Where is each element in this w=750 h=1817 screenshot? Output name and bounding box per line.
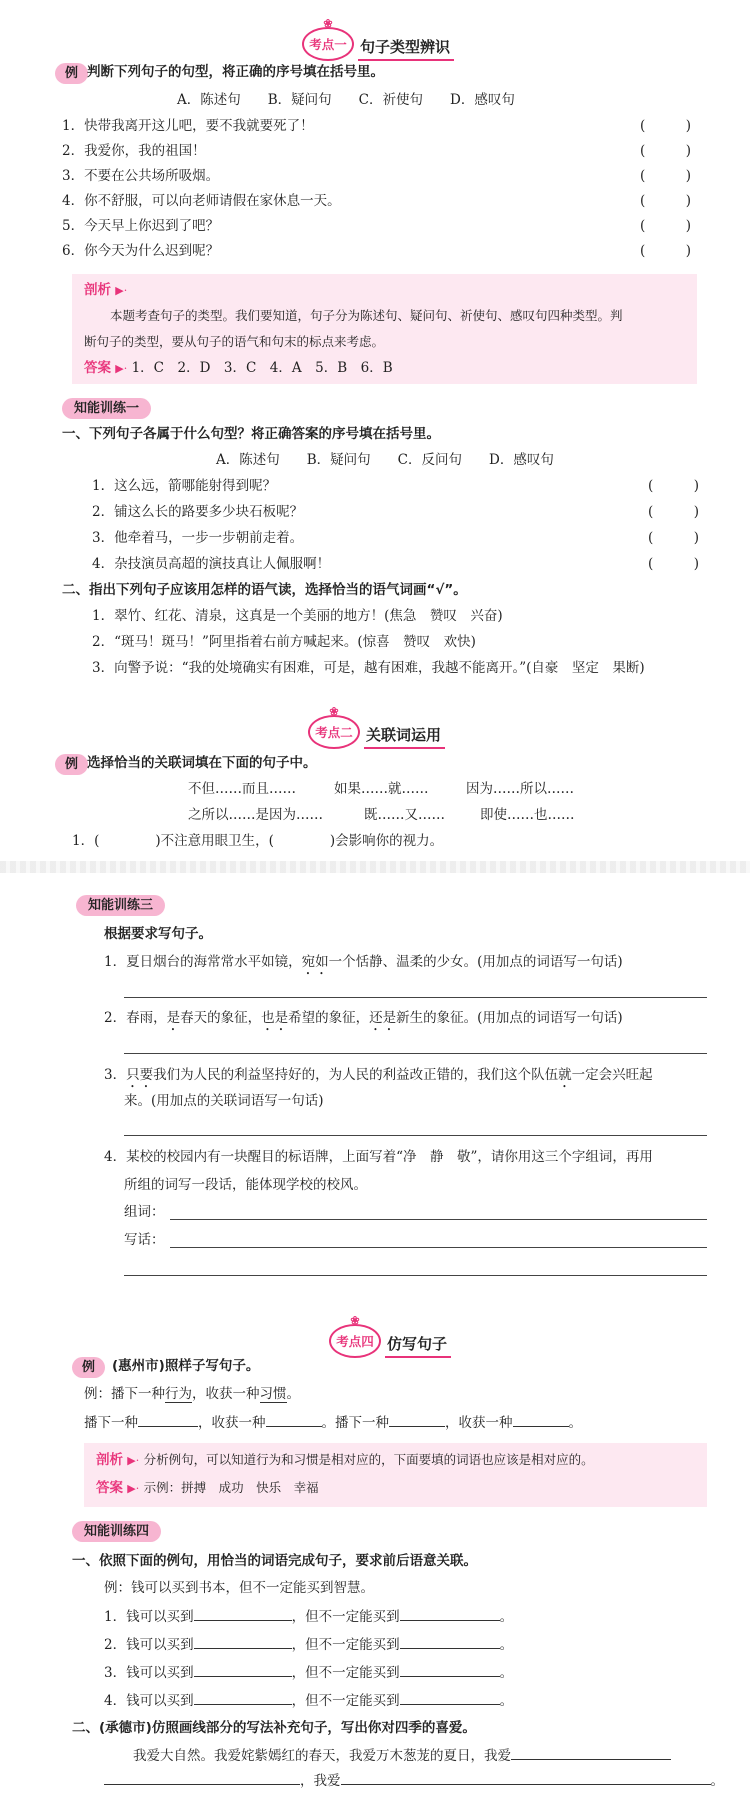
answer-paren[interactable]: ( ) [648, 504, 700, 520]
flower-icon: ❀ [329, 705, 339, 718]
fill-sentence: 3．钱可以买到 ，但不一定能买到 。 [104, 1662, 513, 1683]
training-tag: 知能训练一 [62, 398, 151, 419]
arrow-icon: ▶· [127, 1454, 140, 1467]
question-intro: 根据要求写句子。 [104, 926, 212, 942]
section-title: 仿写句子 [385, 1333, 451, 1358]
fill-sentence: ，我爱 。 [104, 1770, 724, 1791]
writing-prompt: 3．只要我们为人民的利益坚持好的，为人民的利益改正错的，我们这个队伍就一定会兴旺起 [104, 1067, 653, 1083]
flower-icon: ❀ [323, 17, 333, 30]
question-item: 1．这么远，箭哪能射得到呢？ [92, 478, 277, 494]
arrow-icon: ▶· [127, 1482, 140, 1495]
question-title: 二、指出下列句子应该用怎样的语气读，选择恰当的语气词画“√”。 [62, 582, 467, 598]
fill-sentence: 我爱大自然。我爱姹紫嫣红的春天，我爱万木葱茏的夏日，我爱 [133, 1745, 671, 1766]
answer-paren[interactable]: ( ) [640, 193, 692, 209]
conjunction-option: 之所以……是因为…… [188, 807, 323, 823]
writing-prompt: 2．春雨，是春天的象征，也是希望的象征，还是新生的象征。(用加点的词语写一句话) [104, 1010, 623, 1026]
answer-label: 答案 [84, 360, 111, 376]
question-title: 一、依照下面的例句，用恰当的词语完成句子，要求前后语意关联。 [72, 1553, 477, 1569]
arrow-icon: ▶· [115, 362, 128, 375]
example-tag: 例 [55, 63, 88, 84]
xiehua-label: 写话： [124, 1232, 165, 1248]
fill-sentence: 1．( )不注意用眼卫生，( )会影响你的视力。 [72, 833, 444, 849]
question-item: 2．“斑马！斑马！”阿里指着右前方喊起来。(惊喜 赞叹 欢快) [92, 634, 476, 650]
question-item: 1．快带我离开这儿吧，要不我就要死了！ [62, 118, 314, 134]
fill-sentence: 1．钱可以买到 ，但不一定能买到 。 [104, 1606, 513, 1627]
answer-paren[interactable]: ( ) [648, 556, 700, 572]
analysis-text: 断句子的类型，要从句子的语气和句末的标点来考虑。 [84, 334, 385, 349]
section-header-4 [329, 1314, 451, 1358]
flower-icon: ❀ [350, 1314, 360, 1327]
writing-prompt: 4．某校的校园内有一块醒目的标语牌，上面写着“净 静 敬”，请你用这三个字组词，再用 [104, 1149, 653, 1165]
example-tag: 例 [55, 754, 88, 775]
example-tag: 例 [72, 1357, 105, 1378]
training-tag: 知能训练三 [76, 895, 165, 916]
answer-paren[interactable]: ( ) [640, 118, 692, 134]
section-badge: ❀ 考点一 [302, 27, 354, 61]
section-title: 关联词运用 [364, 724, 445, 749]
answer-line[interactable] [124, 997, 707, 998]
answer-paren[interactable]: ( ) [640, 218, 692, 234]
section-header-1 [302, 17, 454, 61]
options-line: A．陈述句 B．疑问句 C．祈使句 D．感叹句 [177, 92, 515, 108]
example-instruction: 选择恰当的关联词填在下面的句子中。 [87, 755, 317, 771]
zuci-label: 组词： [124, 1204, 165, 1220]
answer-paren[interactable]: ( ) [640, 143, 692, 159]
analysis-box [72, 274, 697, 384]
question-item: 1．翠竹、红花、清泉，这真是一个美丽的地方！(焦急 赞叹 兴奋) [92, 608, 503, 624]
answer-line[interactable] [170, 1247, 707, 1248]
analysis-label: 剖析 [96, 1452, 123, 1468]
page-break [0, 861, 750, 873]
section-header-2 [308, 705, 445, 749]
answer-paren[interactable]: ( ) [640, 243, 692, 259]
writing-prompt: 1．夏日烟台的海常常水平如镜，宛如一个恬静、温柔的少女。(用加点的词语写一句话) [104, 954, 623, 970]
section-badge: ❀ 考点二 [308, 715, 360, 749]
fill-sentence: 4．钱可以买到 ，但不一定能买到 。 [104, 1690, 513, 1711]
analysis-box [84, 1443, 707, 1507]
question-item: 3．不要在公共场所吸烟。 [62, 168, 220, 184]
example-instruction: 判断下列句子的句型，将正确的序号填在括号里。 [87, 64, 384, 80]
answer-line[interactable] [124, 1275, 707, 1276]
task-sentence: 播下一种 ，收获一种 。播下一种 ，收获一种 。 [84, 1412, 582, 1433]
question-item: 2．我爱你，我的祖国！ [62, 143, 206, 159]
question-item: 5．今天早上你迟到了吧？ [62, 218, 220, 234]
section-title: 句子类型辨识 [358, 36, 454, 61]
writing-prompt: 来。(用加点的关联词语写一句话) [124, 1093, 324, 1109]
question-title: 一、下列句子各属于什么句型？将正确答案的序号填在括号里。 [62, 426, 440, 442]
answer-label: 答案 [96, 1480, 123, 1496]
options-line: A．陈述句 B．疑问句 C．反问句 D．感叹句 [216, 452, 554, 468]
writing-prompt: 所组的词写一段话，能体现学校的校风。 [124, 1177, 367, 1193]
answer-paren[interactable]: ( ) [640, 168, 692, 184]
conjunction-option: 不但……而且…… [188, 781, 296, 797]
fill-sentence: 2．钱可以买到 ，但不一定能买到 。 [104, 1634, 513, 1655]
question-item: 3．向警予说：“我的处境确实有困难，可是，越有困难，我越不能离开。”(自豪 坚定 果断) [92, 660, 645, 676]
section-badge: ❀ 考点四 [329, 1324, 381, 1358]
conjunction-option: 如果……就…… [334, 781, 429, 797]
example-instruction: (惠州市)照样子写句子。 [112, 1358, 260, 1374]
conjunction-option: 即使……也…… [480, 807, 575, 823]
question-item: 6．你今天为什么迟到呢？ [62, 243, 220, 259]
question-item: 2．铺这么长的路要多少块石板呢？ [92, 504, 304, 520]
answer-paren[interactable]: ( ) [648, 478, 700, 494]
answer-paren[interactable]: ( ) [648, 530, 700, 546]
answer-line[interactable] [124, 1053, 707, 1054]
conjunction-option: 因为……所以…… [466, 781, 574, 797]
question-item: 3．他牵着马，一步一步朝前走着。 [92, 530, 304, 546]
conjunction-option: 既……又…… [364, 807, 445, 823]
analysis-text: 本题考查句子的类型。我们要知道，句子分为陈述句、疑问句、祈使句、感叹句四种类型。判 [110, 308, 623, 323]
analysis-text: 分析例句，可以知道行为和习惯是相对应的，下面要填的词语也应该是相对应的。 [143, 1452, 594, 1467]
answer-text: 1．C 2．D 3．C 4．A 5．B 6．B [131, 360, 393, 376]
answer-line[interactable] [170, 1219, 707, 1220]
answer-line[interactable] [124, 1135, 707, 1136]
question-item: 4．杂技演员高超的演技真让人佩服啊！ [92, 556, 331, 572]
sample-sentence: 例：播下一种行为，收获一种习惯。 [84, 1386, 300, 1402]
question-item: 4．你不舒服，可以向老师请假在家休息一天。 [62, 193, 341, 209]
question-title: 二、(承德市)仿照画线部分的写法补充句子，写出你对四季的喜爱。 [72, 1720, 476, 1736]
analysis-label: 剖析 [84, 282, 111, 298]
training-tag: 知能训练四 [72, 1521, 161, 1542]
arrow-icon: ▶· [115, 284, 128, 297]
example-sentence: 例：钱可以买到书本，但不一定能买到智慧。 [104, 1580, 374, 1596]
answer-text: 示例：拼搏 成功 快乐 幸福 [143, 1480, 319, 1495]
